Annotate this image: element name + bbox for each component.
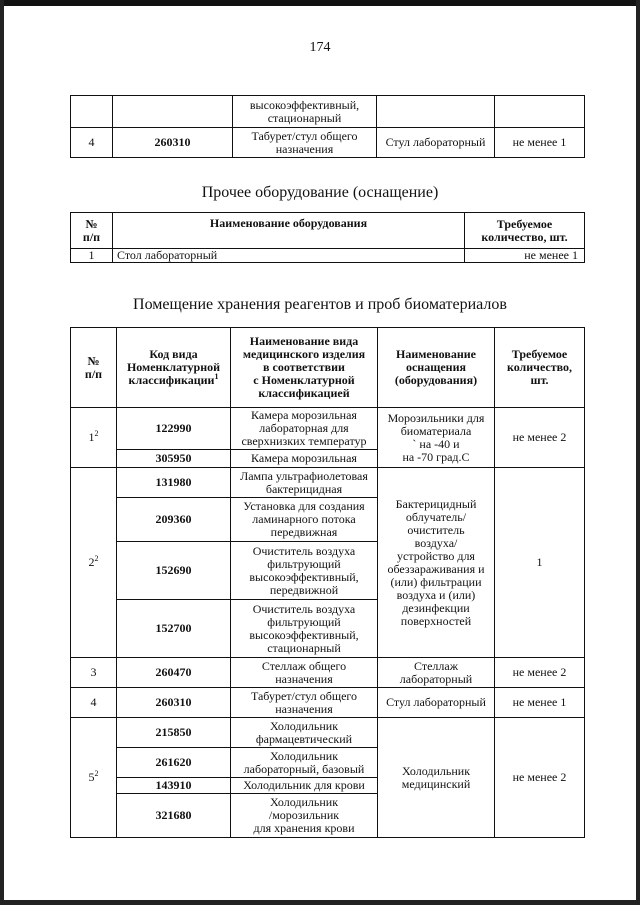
group-number: 3 (90, 665, 97, 679)
quantity-cell: не менее 1 (495, 128, 585, 158)
code-cell: 209360 (117, 498, 231, 542)
scan-edge-top (0, 0, 640, 6)
equipment-cell: Стул лабораторный (378, 688, 495, 718)
device-name-cell: Камера морозильная лабораторная для сверхнизких температур (231, 408, 378, 450)
code-cell: 122990 (117, 408, 231, 450)
quantity-cell: 1 (495, 468, 585, 658)
header-code-text: Код вида Номенклатурной классификации (126, 347, 221, 387)
table-row (71, 658, 585, 688)
group-number-cell (71, 468, 117, 658)
equipment-cell: Морозильники для биоматериала ` на -40 и на -70 град.С (378, 408, 495, 468)
table-row (71, 408, 585, 450)
quantity-cell: не менее 2 (495, 718, 585, 838)
continuation-table (70, 95, 585, 158)
table-row (71, 128, 585, 158)
row-number-cell: 4 (71, 128, 113, 158)
header-code-footnote: 1 (214, 372, 219, 381)
quantity-cell: не менее 2 (495, 658, 585, 688)
storage-room-table (70, 327, 585, 838)
code-cell: 131980 (117, 468, 231, 498)
table-header-row (71, 328, 585, 408)
section-title-other-equipment: Прочее оборудование (оснащение) (201, 184, 439, 201)
code-cell: 261620 (117, 748, 231, 778)
table-row (71, 249, 585, 263)
header-number: № п/п (71, 213, 113, 249)
header-number: № п/п (71, 328, 117, 408)
code-cell: 260310 (113, 128, 233, 158)
group-footnote: 2 (94, 554, 99, 563)
code-cell: 152690 (117, 542, 231, 600)
quantity-cell: не менее 1 (495, 688, 585, 718)
device-name-cell: Холодильник фармацевтический (231, 718, 378, 748)
header-quantity: Требуемое количество, шт. (495, 328, 585, 408)
page-number: 174 (309, 40, 331, 55)
device-name-cell: Холодильник /морозильник для хранения крови (231, 794, 378, 838)
device-name-cell: Холодильник лабораторный, базовый (231, 748, 378, 778)
table-header-row (71, 213, 585, 249)
row-number-cell: 1 (71, 249, 113, 263)
code-cell: 152700 (117, 600, 231, 658)
device-name-cell: Холодильник для крови (231, 778, 378, 794)
table-row (71, 468, 585, 498)
header-code (117, 328, 231, 408)
header-device-name: Наименование вида медицинского изделия в соответствии с Номенклатурной классификацией (231, 328, 378, 408)
device-name-cell: высокоэффективный, стационарный (233, 96, 377, 128)
header-equipment: Наименование оснащения (оборудования) (378, 328, 495, 408)
section-title-storage-room: Помещение хранения реагентов и проб биоматериалов (133, 296, 507, 313)
table-row (71, 718, 585, 748)
group-footnote: 2 (94, 769, 99, 778)
device-name-cell: Очиститель воздуха фильтрующий высокоэффективный, стационарный (231, 600, 378, 658)
scan-edge-bottom (0, 900, 640, 905)
device-name-cell: Лампа ультрафиолетовая бактерицидная (231, 468, 378, 498)
quantity-cell: не менее 2 (495, 408, 585, 468)
equipment-cell: Стеллаж лабораторный (378, 658, 495, 688)
group-number-cell (71, 688, 117, 718)
group-number: 4 (90, 695, 97, 709)
code-cell: 143910 (117, 778, 231, 794)
table-row (71, 688, 585, 718)
header-equipment-name: Наименование оборудования (113, 213, 465, 249)
code-cell (113, 96, 233, 128)
group-number: 2 (88, 555, 95, 569)
row-number-cell (71, 96, 113, 128)
code-cell: 215850 (117, 718, 231, 748)
scan-edge-left (0, 0, 4, 905)
group-number-cell (71, 408, 117, 468)
code-cell: 321680 (117, 794, 231, 838)
code-cell: 305950 (117, 450, 231, 468)
equipment-cell: Бактерицидный облучатель/ очиститель воздуха/ устройство для обеззараживания и (или) фильтрации воздуха и (или) дезинфекции поверхностей (378, 468, 495, 658)
device-name-cell: Установка для создания ламинарного потока передвижная (231, 498, 378, 542)
group-footnote: 2 (94, 429, 99, 438)
device-name-cell: Камера морозильная (231, 450, 378, 468)
code-cell: 260310 (117, 688, 231, 718)
device-name-cell: Очиститель воздуха фильтрующий высокоэффективный, передвижной (231, 542, 378, 600)
group-number: 1 (88, 430, 95, 444)
header-quantity: Требуемое количество, шт. (465, 213, 585, 249)
group-number-cell (71, 718, 117, 838)
equipment-cell: Стул лабораторный (377, 128, 495, 158)
group-number: 5 (88, 770, 95, 784)
device-name-cell: Табурет/стул общего назначения (233, 128, 377, 158)
quantity-cell (495, 96, 585, 128)
device-name-cell: Стеллаж общего назначения (231, 658, 378, 688)
equipment-cell (377, 96, 495, 128)
equipment-cell: Холодильник медицинский (378, 718, 495, 838)
table-row (71, 96, 585, 128)
scan-edge-right (636, 0, 640, 905)
device-name-cell: Табурет/стул общего назначения (231, 688, 378, 718)
other-equipment-table (70, 212, 585, 263)
code-cell: 260470 (117, 658, 231, 688)
quantity-cell: не менее 1 (465, 249, 585, 263)
group-number-cell (71, 658, 117, 688)
equipment-name-cell: Стол лабораторный (113, 249, 465, 263)
